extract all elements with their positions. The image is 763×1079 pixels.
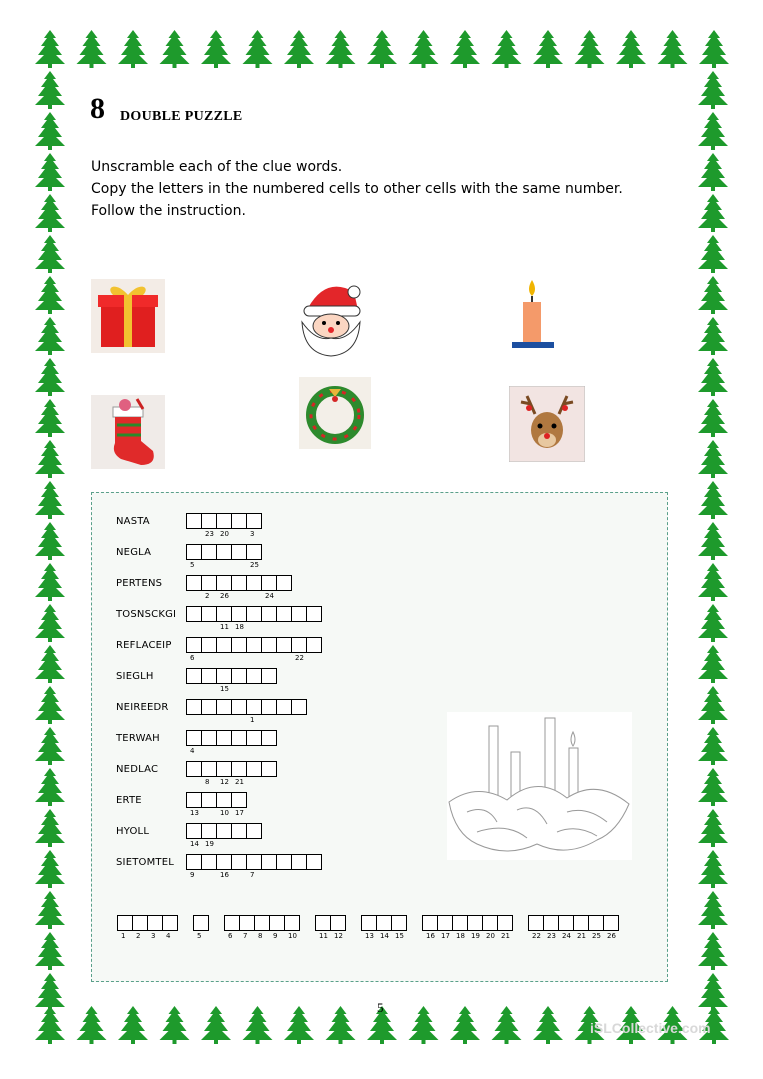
tree-icon: [698, 891, 728, 929]
cell-number: 18: [235, 623, 244, 631]
letter-cell[interactable]: [246, 637, 262, 653]
cell-number: 4: [166, 932, 171, 940]
letter-cell[interactable]: [201, 637, 217, 653]
letter-cell[interactable]: [246, 761, 262, 777]
letter-cell[interactable]: [231, 761, 247, 777]
tree-icon: [698, 686, 728, 724]
tree-icon: [698, 768, 728, 806]
tree-icon: [35, 604, 65, 642]
letter-cell[interactable]: [291, 637, 307, 653]
tree-icon: [409, 1006, 439, 1044]
cell-number: 10: [288, 932, 297, 940]
letter-cell[interactable]: [216, 544, 232, 560]
cell-number: 18: [456, 932, 465, 940]
letter-cell[interactable]: [254, 915, 270, 931]
instruction-line-1: Unscramble each of the clue words.: [91, 159, 343, 175]
letter-cell[interactable]: [315, 915, 331, 931]
cell-number: 5: [197, 932, 202, 940]
tree-icon: [35, 891, 65, 929]
letter-cell[interactable]: [186, 606, 202, 622]
letter-cell[interactable]: [186, 730, 202, 746]
letter-cell[interactable]: [543, 915, 559, 931]
cell-number: 21: [577, 932, 586, 940]
clue-word: NEGLA: [116, 547, 152, 558]
cell-number: 14: [190, 840, 199, 848]
letter-cell[interactable]: [231, 854, 247, 870]
letter-cell[interactable]: [186, 699, 202, 715]
letter-cell[interactable]: [306, 637, 322, 653]
letter-cell[interactable]: [467, 915, 483, 931]
tree-icon: [35, 112, 65, 150]
tree-icon: [698, 317, 728, 355]
letter-cell[interactable]: [231, 792, 247, 808]
letter-cell[interactable]: [276, 854, 292, 870]
cell-number: 21: [235, 778, 244, 786]
cell-number: 5: [190, 561, 195, 569]
answer-cells: [186, 668, 276, 684]
letter-cell[interactable]: [284, 915, 300, 931]
letter-cell[interactable]: [231, 606, 247, 622]
clue-word: TOSNSCKGI: [116, 609, 177, 620]
letter-cell[interactable]: [216, 730, 232, 746]
tree-icon: [35, 358, 65, 396]
letter-cell[interactable]: [306, 606, 322, 622]
puzzle-number: 8: [90, 92, 105, 125]
letter-cell[interactable]: [231, 668, 247, 684]
letter-cell[interactable]: [216, 637, 232, 653]
cell-number: 9: [273, 932, 278, 940]
cell-number: 16: [426, 932, 435, 940]
letter-cell[interactable]: [186, 668, 202, 684]
letter-cell[interactable]: [201, 544, 217, 560]
letter-cell[interactable]: [186, 792, 202, 808]
answer-cells: [186, 699, 306, 715]
tree-icon: [698, 563, 728, 601]
tree-icon: [284, 30, 314, 68]
tree-icon: [35, 276, 65, 314]
answer-cells: [186, 730, 276, 746]
letter-cell[interactable]: [216, 854, 232, 870]
cell-number: 3: [250, 530, 255, 538]
tree-icon: [35, 153, 65, 191]
cell-number: 3: [151, 932, 156, 940]
tree-icon: [35, 30, 65, 68]
letter-cell[interactable]: [201, 575, 217, 591]
clue-word: NEDLAC: [116, 764, 159, 775]
letter-cell[interactable]: [201, 668, 217, 684]
tree-icon: [35, 71, 65, 109]
cell-number: 19: [205, 840, 214, 848]
letter-cell[interactable]: [201, 761, 217, 777]
tree-icon: [35, 973, 65, 1011]
letter-cell[interactable]: [246, 699, 262, 715]
tree-icon: [698, 522, 728, 560]
page-title: DOUBLE PUZZLE: [120, 109, 243, 124]
letter-cell[interactable]: [391, 915, 407, 931]
cell-number: 2: [136, 932, 141, 940]
tree-icon: [698, 645, 728, 683]
letter-cell[interactable]: [261, 575, 277, 591]
cell-number: 20: [220, 530, 229, 538]
tree-icon: [409, 30, 439, 68]
final-answer-group: [361, 915, 406, 931]
cell-number: 13: [365, 932, 374, 940]
letter-cell[interactable]: [201, 606, 217, 622]
letter-cell[interactable]: [276, 637, 292, 653]
cell-number: 25: [250, 561, 259, 569]
tree-icon: [118, 30, 148, 68]
cell-number: 9: [190, 871, 195, 879]
clue-word: HYOLL: [116, 826, 150, 837]
letter-cell[interactable]: [186, 823, 202, 839]
tree-icon: [533, 30, 563, 68]
letter-cell[interactable]: [246, 823, 262, 839]
letter-cell[interactable]: [603, 915, 619, 931]
tree-icon: [698, 481, 728, 519]
final-answer-group: [193, 915, 208, 931]
cell-number: 26: [220, 592, 229, 600]
letter-cell[interactable]: [231, 699, 247, 715]
clue-word: REFLACEIP: [116, 640, 172, 651]
cell-number: 2: [205, 592, 210, 600]
answer-cells: [186, 544, 261, 560]
letter-cell[interactable]: [231, 730, 247, 746]
tree-icon: [698, 235, 728, 273]
tree-icon: [35, 235, 65, 273]
cell-number: 14: [380, 932, 389, 940]
letter-cell[interactable]: [261, 637, 277, 653]
clue-word: SIETOMTEL: [116, 857, 175, 868]
instruction-line-3: Follow the instruction.: [91, 203, 246, 219]
letter-cell[interactable]: [276, 699, 292, 715]
cell-number: 22: [295, 654, 304, 662]
tree-icon: [35, 1006, 65, 1044]
cell-number: 17: [441, 932, 450, 940]
tree-icon: [35, 686, 65, 724]
tree-icon: [698, 604, 728, 642]
wreath-icon: [299, 377, 371, 449]
stocking-icon: [91, 395, 165, 469]
answer-cells: [186, 823, 261, 839]
letter-cell[interactable]: [361, 915, 377, 931]
tree-icon: [698, 727, 728, 765]
cell-number: 20: [486, 932, 495, 940]
letter-cell[interactable]: [231, 637, 247, 653]
tree-icon: [35, 809, 65, 847]
letter-cell[interactable]: [261, 761, 277, 777]
tree-icon: [160, 1006, 190, 1044]
letter-cell[interactable]: [588, 915, 604, 931]
santa-icon: [296, 276, 366, 358]
letter-cell[interactable]: [201, 792, 217, 808]
letter-cell[interactable]: [246, 606, 262, 622]
clue-word: NASTA: [116, 516, 150, 527]
final-answer-group: [422, 915, 512, 931]
tree-icon: [450, 1006, 480, 1044]
letter-cell[interactable]: [186, 854, 202, 870]
letter-cell[interactable]: [376, 915, 392, 931]
cell-number: 1: [121, 932, 126, 940]
letter-cell[interactable]: [201, 699, 217, 715]
letter-cell[interactable]: [573, 915, 589, 931]
cell-number: 10: [220, 809, 229, 817]
clue-word: ERTE: [116, 795, 142, 806]
tree-icon: [575, 30, 605, 68]
letter-cell[interactable]: [186, 575, 202, 591]
tree-icon: [698, 973, 728, 1011]
tree-icon: [35, 194, 65, 232]
tree-icon: [698, 809, 728, 847]
tree-icon: [616, 30, 646, 68]
letter-cell[interactable]: [216, 513, 232, 529]
letter-cell[interactable]: [291, 699, 307, 715]
tree-icon: [77, 1006, 107, 1044]
clue-word: PERTENS: [116, 578, 163, 589]
letter-cell[interactable]: [291, 854, 307, 870]
letter-cell[interactable]: [497, 915, 513, 931]
tree-icon: [699, 30, 729, 68]
letter-cell[interactable]: [239, 915, 255, 931]
letter-cell[interactable]: [216, 606, 232, 622]
reindeer-icon: [509, 386, 585, 462]
tree-icon: [160, 30, 190, 68]
letter-cell[interactable]: [193, 915, 209, 931]
answer-cells: [186, 575, 291, 591]
cell-number: 23: [547, 932, 556, 940]
answer-cells: [186, 854, 321, 870]
cell-number: 7: [250, 871, 255, 879]
clue-word: SIEGLH: [116, 671, 154, 682]
letter-cell[interactable]: [261, 730, 277, 746]
page-number: 5: [377, 1000, 384, 1015]
tree-icon: [201, 30, 231, 68]
instruction-line-2: Copy the letters in the numbered cells to other cells with the same number.: [91, 181, 623, 197]
letter-cell[interactable]: [201, 513, 217, 529]
letter-cell[interactable]: [246, 730, 262, 746]
letter-cell[interactable]: [117, 915, 133, 931]
cell-number: 8: [205, 778, 210, 786]
tree-icon: [35, 645, 65, 683]
tree-icon: [698, 276, 728, 314]
letter-cell[interactable]: [276, 606, 292, 622]
letter-cell[interactable]: [186, 761, 202, 777]
letter-cell[interactable]: [482, 915, 498, 931]
letter-cell[interactable]: [231, 513, 247, 529]
letter-cell[interactable]: [452, 915, 468, 931]
clue-word: NEIREEDR: [116, 702, 169, 713]
answer-cells: [186, 513, 261, 529]
cell-number: 17: [235, 809, 244, 817]
tree-icon: [698, 358, 728, 396]
cell-number: 1: [250, 716, 255, 724]
letter-cell[interactable]: [231, 544, 247, 560]
letter-cell[interactable]: [216, 575, 232, 591]
letter-cell[interactable]: [162, 915, 178, 931]
cell-number: 24: [562, 932, 571, 940]
cell-number: 11: [220, 623, 229, 631]
letter-cell[interactable]: [246, 854, 262, 870]
letter-cell[interactable]: [216, 668, 232, 684]
tree-icon: [698, 932, 728, 970]
tree-icon: [35, 522, 65, 560]
letter-cell[interactable]: [216, 699, 232, 715]
tree-icon: [35, 317, 65, 355]
tree-icon: [698, 850, 728, 888]
final-answer-group: [224, 915, 299, 931]
tree-icon: [35, 481, 65, 519]
letter-cell[interactable]: [330, 915, 346, 931]
final-answer-group: [117, 915, 177, 931]
tree-icon: [35, 932, 65, 970]
letter-cell[interactable]: [216, 792, 232, 808]
cell-number: 13: [190, 809, 199, 817]
tree-icon: [284, 1006, 314, 1044]
tree-icon: [201, 1006, 231, 1044]
letter-cell[interactable]: [216, 761, 232, 777]
tree-icon: [35, 768, 65, 806]
cell-number: 25: [592, 932, 601, 940]
answer-cells: [186, 761, 276, 777]
tree-icon: [77, 30, 107, 68]
letter-cell[interactable]: [231, 575, 247, 591]
tree-icon: [367, 30, 397, 68]
letter-cell[interactable]: [231, 823, 247, 839]
cell-number: 12: [220, 778, 229, 786]
letter-cell[interactable]: [186, 544, 202, 560]
answer-cells: [186, 637, 321, 653]
letter-cell[interactable]: [186, 513, 202, 529]
letter-cell[interactable]: [437, 915, 453, 931]
letter-cell[interactable]: [261, 699, 277, 715]
letter-cell[interactable]: [246, 513, 262, 529]
tree-icon: [243, 30, 273, 68]
cell-number: 19: [471, 932, 480, 940]
final-answer-group: [315, 915, 345, 931]
tree-icon: [698, 112, 728, 150]
letter-cell[interactable]: [224, 915, 240, 931]
cell-number: 12: [334, 932, 343, 940]
gift-icon: [91, 279, 165, 353]
tree-icon: [450, 30, 480, 68]
cell-number: 6: [190, 654, 195, 662]
tree-icon: [698, 399, 728, 437]
candle-icon: [508, 278, 558, 352]
letter-cell[interactable]: [558, 915, 574, 931]
cell-number: 23: [205, 530, 214, 538]
letter-cell[interactable]: [261, 606, 277, 622]
cell-number: 4: [190, 747, 195, 755]
tree-icon: [35, 440, 65, 478]
tree-icon: [698, 71, 728, 109]
watermark: iSLCollective.com: [590, 1020, 711, 1036]
letter-cell[interactable]: [528, 915, 544, 931]
cell-number: 22: [532, 932, 541, 940]
tree-icon: [326, 1006, 356, 1044]
tree-icon: [698, 153, 728, 191]
cell-number: 6: [228, 932, 233, 940]
letter-cell[interactable]: [261, 854, 277, 870]
cell-number: 21: [501, 932, 510, 940]
advent-candles-icon: [447, 712, 632, 860]
letter-cell[interactable]: [306, 854, 322, 870]
tree-icon: [492, 30, 522, 68]
cell-number: 11: [319, 932, 328, 940]
tree-icon: [533, 1006, 563, 1044]
letter-cell[interactable]: [291, 606, 307, 622]
cell-number: 8: [258, 932, 263, 940]
letter-cell[interactable]: [246, 544, 262, 560]
letter-cell[interactable]: [201, 854, 217, 870]
letter-cell[interactable]: [246, 668, 262, 684]
answer-cells: [186, 792, 246, 808]
letter-cell[interactable]: [132, 915, 148, 931]
letter-cell[interactable]: [147, 915, 163, 931]
letter-cell[interactable]: [261, 668, 277, 684]
cell-number: 26: [607, 932, 616, 940]
tree-icon: [698, 194, 728, 232]
letter-cell[interactable]: [216, 823, 232, 839]
answer-cells: [186, 606, 321, 622]
cell-number: 7: [243, 932, 248, 940]
final-answer-group: [528, 915, 618, 931]
tree-icon: [698, 440, 728, 478]
cell-number: 15: [220, 685, 229, 693]
cell-number: 16: [220, 871, 229, 879]
tree-icon: [35, 850, 65, 888]
tree-icon: [492, 1006, 522, 1044]
tree-icon: [35, 399, 65, 437]
letter-cell[interactable]: [201, 823, 217, 839]
letter-cell[interactable]: [201, 730, 217, 746]
letter-cell[interactable]: [246, 575, 262, 591]
tree-icon: [658, 30, 688, 68]
cell-number: 15: [395, 932, 404, 940]
letter-cell[interactable]: [276, 575, 292, 591]
letter-cell[interactable]: [422, 915, 438, 931]
clue-word: TERWAH: [116, 733, 160, 744]
tree-icon: [35, 563, 65, 601]
letter-cell[interactable]: [269, 915, 285, 931]
cell-number: 24: [265, 592, 274, 600]
tree-icon: [118, 1006, 148, 1044]
tree-icon: [35, 727, 65, 765]
tree-icon: [243, 1006, 273, 1044]
letter-cell[interactable]: [186, 637, 202, 653]
tree-icon: [326, 30, 356, 68]
